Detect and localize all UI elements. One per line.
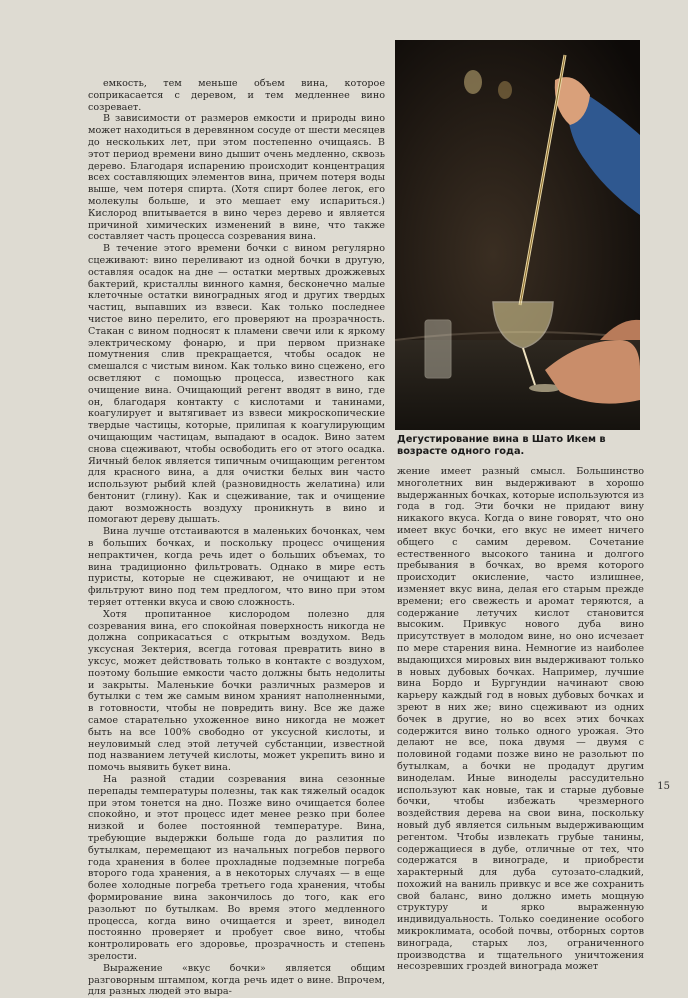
page-number: 15 [657, 781, 670, 792]
wine-tasting-photo [395, 40, 640, 430]
photo-caption: Дегустирование вина в Шато Икем в возрасте одного года. [397, 434, 606, 457]
paragraph: Выражение «вкус бочки» является общим разговорным штампом, когда речь идет о вине. Впрочем, для разных людей это выра- [88, 962, 385, 998]
right-text-column [397, 466, 644, 973]
paragraph: На разной стадии созревания вина сезонные перепады температуры полезны, так как тяжелый осадок при этом тонется на дно. Позже вино очищается более спокойно, и этот процесс идет менее резко при более низкой и более постоянной температуре. Вина, требующие выдержки больше года до разлития по бутылкам, перемещают из начальных погребов первого года хранения в более прохладные подземные погреба второго года хранения, а в некоторых случаях — в еще более холодные погреба третьего года хранения, чтобы формирование вина закончилось до того, как его разольют по бутылкам. Во время этого медленного процесса, когда вино очищается и зреет, винодел постоянно проверяет и пробует свое вино, чтобы контролировать его здоровье, прозрачность и степень зрелости. [88, 774, 385, 962]
paragraph: Вина лучше отстаиваются в маленьких бочонках, чем в больших бочках, и поскольку процесс очищения непрактичен, когда речь идет о больших объемах, то вина традиционно фильтровать. Однако в мире есть пуристы, которые не сцеживают, не очищают и не фильтруют вино под тем предлогом, что вино при этом теряет оттенки вкуса и свою сложность. [88, 526, 385, 609]
paragraph: В зависимости от размеров емкости и природы вино может находиться в деревянном сосуде от шести месяцев до нескольких лет, при этом постепенно очищаясь. В этот период времени вино дышит очень медленно, сквозь дерево. Благодаря испарению происходит концентрация всех составляющих элементов вина, причем потеря воды выше, чем потеря спирта. (Хотя спирт более легок, его молекулы больше, и это мешает ему испариться.) Кислород впитывается в вино через дерево и является причиной химических изменений в вине, что также составляет часть процесса созревания вина. [88, 113, 385, 243]
paragraph: В течение этого времени бочки с вином регулярно сцеживают: вино переливают из одной бочки в другую, оставляя осадок на дне — остатки мертвых дрожжевых бактерий, кристаллы винного камня, бесконечно малые клеточные остатки виноградных ягод и других твердых частиц, выпавших из взвеси. Как только последнее чистое вино перелито, его проверяют на прозрачность. Стакан с вином подносят к пламени свечи или к яркому электрическому фонарю, и при первом признаке помутнения слив прекращается, чтобы осадок не смешался с чистым вином. Как только вино сцежено, его осветляют с помощью процесса, известного как очищение вина. Очищающий регент вводят в вино, где он, благодаря контакту с кислотами и танинами, коагулирует и вытягивает из взвеси микроскопические твердые частицы, которые, прилипая к коагулирующим очищающим частицам, выпадают в осадок. Вино затем снова сцеживают, чтобы освободить его от этого осадка. Яичный белок является типичным очищающим регентом для красного вина, а для очистки белых вин часто используют рыбий клей (разновидность желатина) или бентонит (глину). Как и сцеживание, так и очищение дают возможность воздуху проникнуть в вино и помогают дереву дышать. [88, 243, 385, 526]
paragraph: Хотя пропитанное кислородом полезно для созревания вина, его спокойная поверхность никогда не должна соприкасаться с открытым воздухом. Ведь уксусная Зектерия, всегда готовая превратить вино в уксус, может действовать только в контакте с воздухом, поэтому большие емкости часто должны быть недолиты и закрыты. Маленькие бочки различных размеров и бутылки с тем же самым вином храният наполненными, в готовности, чтобы не повредить вину. Все же даже самое старательно ухоженное вино никогда не может быть на все 100% свободно от уксусной кислоты, и неуловимый след этой летучей субстанции, известной под названием летучей кислоты, может укрепить вино и помочь выявить букет вина. [88, 608, 385, 774]
paragraph: жение имеет разный смысл. Большинство многолетних вин выдерживают в хорошо выдержанных бочках, которые используются из года в год. Эти бочки не придают вину никакого вкуса. Когда о вине говорят, что оно имеет вкус бочки, его вкус не имеет ничего общего с самим деревом. Сочетание естественного высокого танина и долгого пребывания в бочках, во время которого происходит окисление, часто излишнее, изменяет вкус вина, делая его старым прежде времени; его свежесть и аромат теряются, а содержание летучих кислот становится высоким. Привкус нового дуба вино присутствует в молодом вине, но оно исчезает по мере старения вина. Немногие из наиболее выдающихся мировых вин выдерживают только в новых дубовых бочках. Например, лучшие вина Бордо и Бургундии начинают свою карьеру каждый год в новых дубовых бочках и зреют в них же; вино сцеживают из одних бочек в другие, но во всех этих бочках содержится вино только одного урожая. Это делают не все, пока двумя — двумя с половиной годами позже вино не разольют по бутылкам, а бочки не продадут другим виноделам. Иные виноделы рассудительно используют как новые, так и старые дубовые бочки, чтобы избежать чрезмерного воздействия дерева на свои вина, поскольку новый дуб является сильным выдерживающим регентом. Чтобы извлекать грубые танины, содержащиеся в дубе, отличные от тех, что содержатся в винограде, и приобрести характерный для дуба сутозато-сладкий, похожий на ваниль привкус и все же сохранить свой баланс, вино должно иметь мощную структуру и ярко выраженную индивидуальность. Только соединение особого микроклимата, особой почвы, отборных сортов винограда, старых лоз, ограниченного производства и тщательного уничтожения несозревших гроздей винограда может [397, 466, 644, 973]
left-text-column [88, 78, 385, 998]
paragraph: емкость, тем меньше объем вина, которое соприкасается с деревом, и тем медленнее вино созревает. [88, 78, 385, 113]
